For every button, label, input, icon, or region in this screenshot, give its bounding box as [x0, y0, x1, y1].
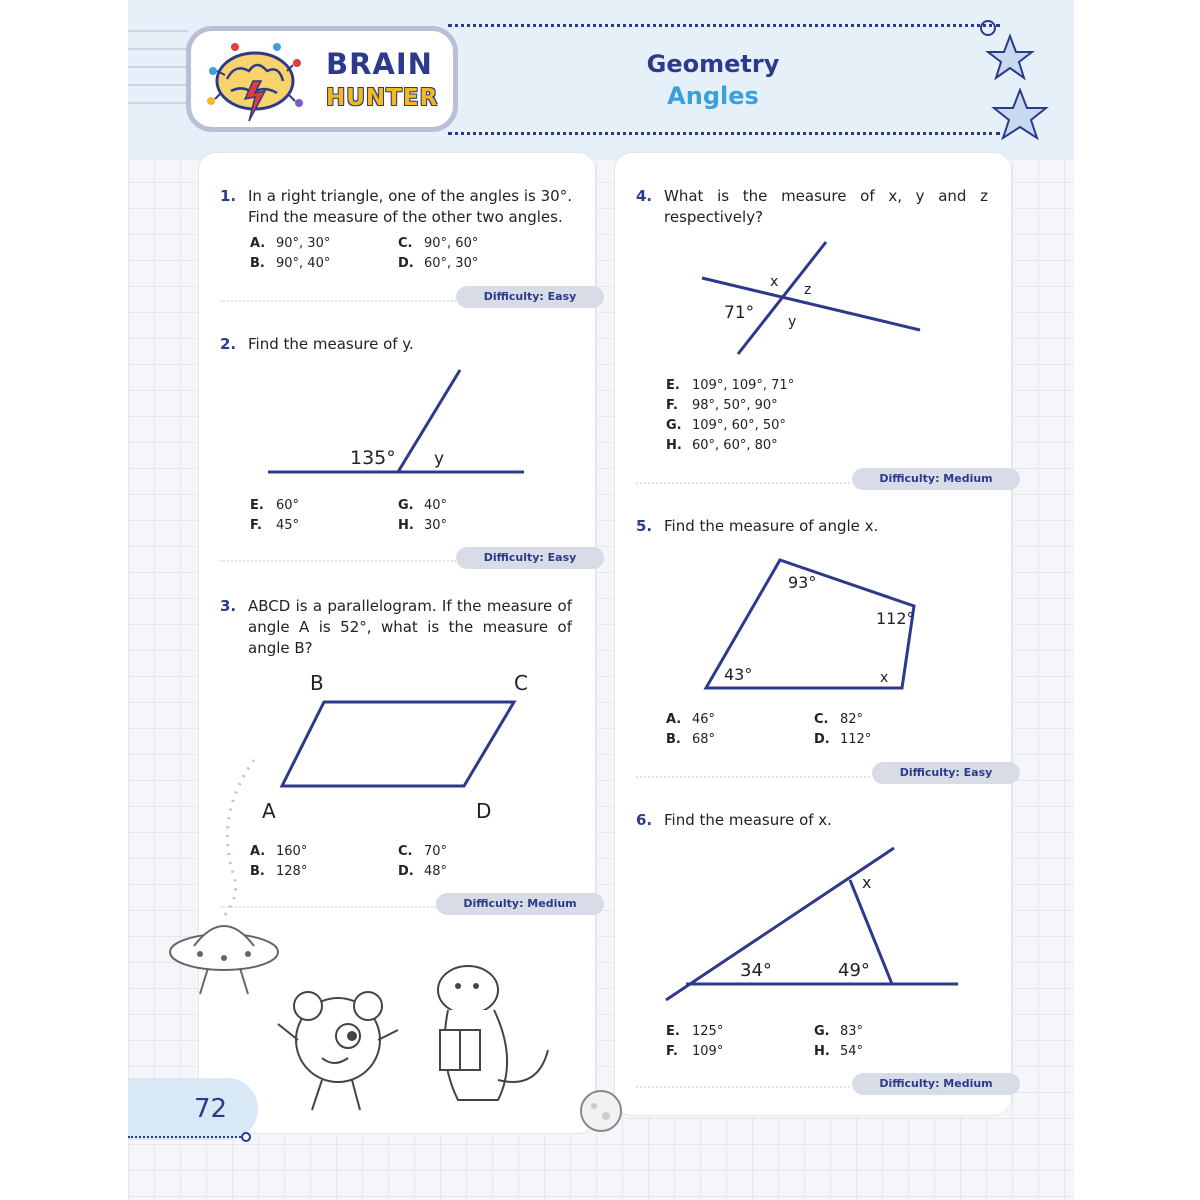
header-band	[128, 0, 1074, 160]
answer-option[interactable]: B. 90°, 40°	[250, 256, 331, 271]
question-4	[636, 186, 988, 228]
question-text: Find the measure of angle x.	[664, 517, 879, 535]
star-decoration-icon	[974, 18, 1054, 148]
angle-label: 34°	[740, 960, 772, 981]
answer-option[interactable]: F. 45°	[250, 518, 300, 533]
logo-line-hunter: HUNTER	[326, 85, 439, 111]
question-number: 2.	[220, 335, 237, 353]
page-number-badge	[128, 1078, 258, 1140]
answer-option[interactable]: E. 125°	[666, 1024, 724, 1039]
footer-dotted-line	[128, 1136, 244, 1138]
variable-label: z	[804, 282, 812, 298]
difficulty-badge: Difficulty: Easy	[456, 286, 604, 308]
answer-option[interactable]: C. 90°, 60°	[398, 236, 479, 251]
variable-label: y	[434, 449, 445, 469]
page-title: Geometry	[646, 50, 780, 78]
divider	[636, 482, 850, 484]
question-number: 3.	[220, 597, 237, 615]
answer-option[interactable]: A. 46°	[666, 712, 716, 727]
answer-option[interactable]: F. 109°	[666, 1044, 724, 1059]
page-number: 72	[194, 1094, 228, 1124]
answer-option[interactable]: G. 83°	[814, 1024, 864, 1039]
angle-label: 112°	[876, 609, 915, 628]
question-text: Find the measure of y.	[248, 335, 414, 353]
answer-option[interactable]: D. 60°, 30°	[398, 256, 479, 271]
variable-label: x	[880, 670, 889, 686]
answer-option[interactable]: C. 70°	[398, 844, 448, 859]
vertex-label: C	[514, 671, 528, 695]
monster-and-dinosaur-illustration-icon	[268, 960, 568, 1130]
answer-option[interactable]: D. 48°	[398, 864, 448, 879]
workbook-page	[128, 0, 1074, 1200]
quadrilateral-figure	[698, 550, 928, 700]
circle-icon	[240, 1131, 252, 1143]
page-subtitle: Angles	[667, 82, 759, 110]
ray-line	[398, 370, 460, 472]
question-number: 5.	[636, 517, 653, 535]
question-text: ABCD is a parallelogram. If the measure of angle A is 52°, what is the measure of angle B?	[248, 597, 572, 657]
angle-label: 43°	[724, 665, 753, 684]
divider	[220, 560, 456, 562]
difficulty-badge: Difficulty: Medium	[852, 1073, 1020, 1095]
ufo-illustration-icon	[164, 756, 284, 1006]
variable-label: x	[862, 873, 872, 892]
question-1	[220, 186, 572, 228]
answer-option[interactable]: G. 40°	[398, 498, 448, 513]
answer-option[interactable]: G. 109°, 60°, 50°	[666, 418, 786, 433]
difficulty-badge: Difficulty: Medium	[436, 893, 604, 915]
question-text: What is the measure of x, y and z respectively?	[664, 187, 988, 226]
angle-label: 49°	[838, 960, 870, 981]
question-number: 4.	[636, 187, 653, 205]
divider	[636, 1086, 850, 1088]
header-dotted-line	[448, 132, 1000, 135]
angle-label: 93°	[788, 573, 817, 592]
answer-option[interactable]: C. 82°	[814, 712, 864, 727]
answer-option[interactable]: B. 128°	[250, 864, 308, 879]
question-2	[220, 334, 572, 355]
answer-option[interactable]: H. 30°	[398, 518, 448, 533]
question-6	[636, 810, 988, 831]
parallelogram-shape	[282, 702, 514, 786]
answer-option[interactable]: E. 60°	[250, 498, 300, 513]
parallelogram-figure	[248, 664, 548, 834]
triangle-figure	[658, 840, 968, 1010]
difficulty-badge: Difficulty: Medium	[852, 468, 1020, 490]
angle-figure-q2	[258, 360, 528, 490]
brain-icon	[205, 41, 305, 125]
question-text: Find the measure of x.	[664, 811, 832, 829]
variable-label: x	[770, 274, 779, 290]
question-number: 1.	[220, 187, 237, 205]
answer-option[interactable]: H. 54°	[814, 1044, 864, 1059]
vertex-label: D	[476, 799, 492, 823]
difficulty-badge: Difficulty: Easy	[872, 762, 1020, 784]
vertex-label: B	[310, 671, 324, 695]
intersecting-lines-figure	[688, 236, 928, 366]
question-3	[220, 596, 572, 659]
answer-option[interactable]: F. 98°, 50°, 90°	[666, 398, 778, 413]
answer-option[interactable]: D. 112°	[814, 732, 872, 747]
question-5	[636, 516, 988, 537]
line-two	[738, 242, 826, 354]
answer-option[interactable]: B. 68°	[666, 732, 716, 747]
divider	[220, 300, 456, 302]
question-number: 6.	[636, 811, 653, 829]
logo-line-brain: BRAIN	[326, 47, 433, 81]
answer-option[interactable]: E. 109°, 109°, 71°	[666, 378, 795, 393]
brain-hunter-logo	[186, 26, 458, 132]
answer-option[interactable]: A. 160°	[250, 844, 308, 859]
question-text: In a right triangle, one of the angles is 30°. Find the measure of the other two angles.	[248, 187, 572, 226]
answer-option[interactable]: A. 90°, 30°	[250, 236, 331, 251]
angle-label: 135°	[350, 447, 396, 469]
moon-icon	[574, 1086, 628, 1136]
speed-streak	[128, 102, 186, 104]
speed-streak	[128, 66, 192, 68]
answer-option[interactable]: H. 60°, 60°, 80°	[666, 438, 778, 453]
vertex-label: A	[262, 799, 276, 823]
angle-label: 71°	[724, 303, 755, 323]
divider	[636, 776, 870, 778]
header-dotted-line	[448, 24, 1000, 27]
difficulty-badge: Difficulty: Easy	[456, 547, 604, 569]
variable-label: y	[788, 314, 797, 330]
speed-streak	[128, 30, 188, 32]
